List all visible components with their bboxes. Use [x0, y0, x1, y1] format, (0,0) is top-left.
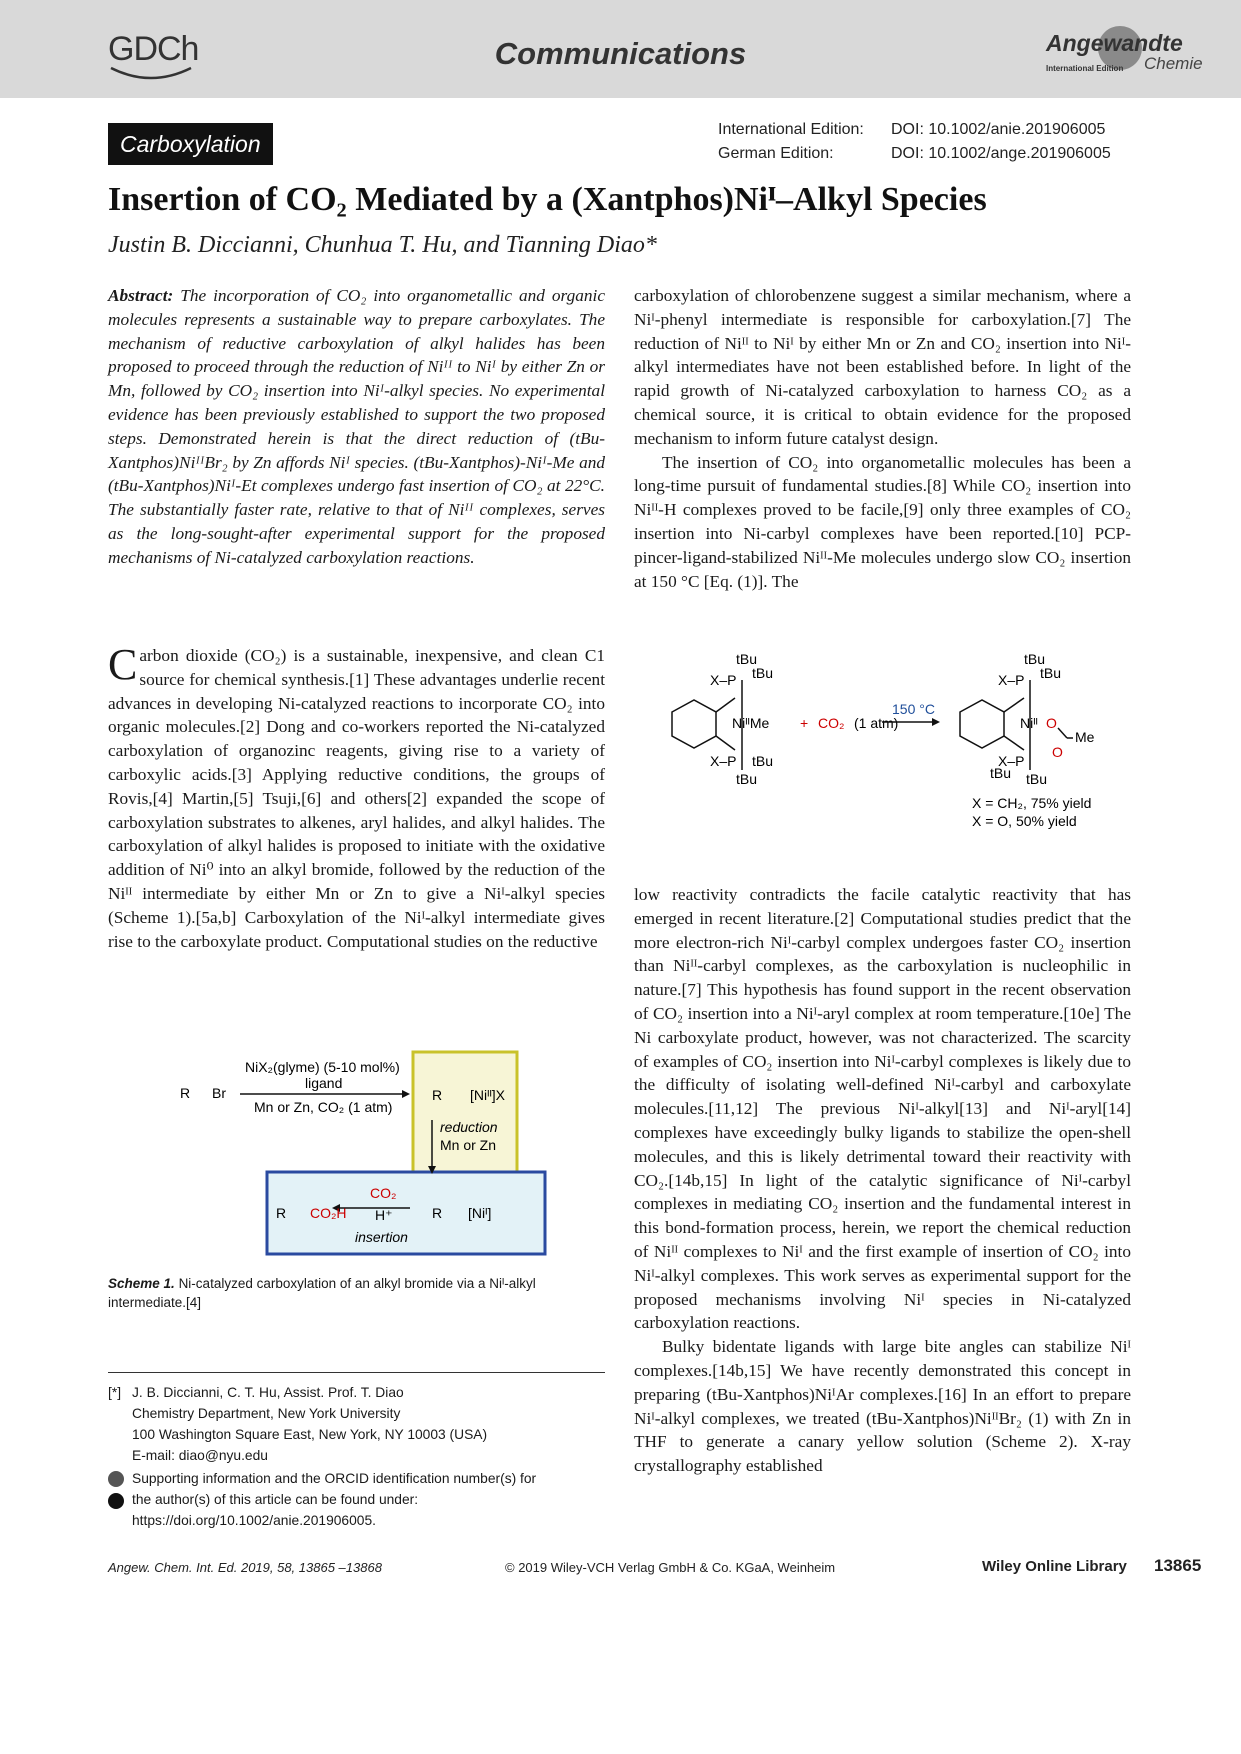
si-link[interactable]: https://doi.org/10.1002/anie.201906005.	[132, 1513, 376, 1528]
column2-top	[634, 284, 1131, 593]
column2-bottom	[634, 883, 1131, 1478]
gdch-logo: GDCh	[108, 30, 199, 68]
si-line-2: the author(s) of this article can be found under:	[132, 1492, 419, 1507]
intro-text: arbon dioxide (CO₂) is a sustainable, inexpensive, and clean C1 source for chemical synthesis.[1] These advantages underlie recent advances in developing Ni-catalyzed reactions to incorporate CO₂ into organic molecules.[2] Dong and co-workers reported the Ni-catalyzed carboxylation of organozinc reagents, giving rise to a variety of carboxylic acids.[3] Applying reductive conditions, the groups of Rovis,[4] Martin,[5] Tsuji,[6] and others[2] expanded the scope of carboxylation substrates to alkenes, aryl halides, and alkyl halides. The carboxylation of alkyl halides is proposed to initiate with the oxidative addition of Ni⁰ into an alkyl bromide, followed by the reduction of the Niᴵᴵ intermediate by either Mn or Zn to give a Niᴵ-alkyl species (Scheme 1).[5a,b] Carboxylation of the Niᴵ-alkyl intermediate gives rise to the carboxylate product. Computational studies on the reductive	[108, 646, 605, 951]
scheme1-ligand: ligand	[305, 1075, 343, 1091]
eq1-ptbu-3: tBu	[990, 765, 1012, 781]
doi-german-value: DOI: 10.1002/ange.201906005	[891, 145, 1111, 162]
si-icons	[108, 1468, 132, 1531]
caption-label: Scheme 1.	[108, 1276, 175, 1291]
abstract-text: The incorporation of CO₂ into organometallic and organic molecules represents a sustainable way to prepare carboxylates. The mechanism of reductive carboxylation of alkyl halides has been proposed to proceed through the reduction of Niᴵᴵ to Niᴵ by either Zn or Mn, followed by CO₂ insertion into Niᴵ-alkyl species. No experimental evidence has been previously established to support the two proposed steps. Demonstrated herein is that the direct reduction of (tBu-Xantphos)NiᴵᴵBr₂ by Zn affords Niᴵ species. (tBu-Xantphos)-Niᴵ-Me and (tBu-Xantphos)Niᴵ-Et complexes undergo fast insertion of CO₂ at 22°C. The substantially faster rate, relative to that of Niᴵᴵ complexes, serves as the long-sought-after experimental support for the proposed mechanisms of Ni-catalyzed carboxylation reactions.	[108, 286, 605, 567]
paragraph-mechanism: carboxylation of chlorobenzene suggest a similar mechanism, where a Niᴵ-phenyl intermediate is responsible for carboxylation.[7] The reduction of Niᴵᴵ to Niᴵ by either Mn or Zn and CO₂ insertion into Niᴵ-alkyl intermediates have not been established before. In light of the rapid growth of Ni-catalyzed carboxylation to harness CO₂ as a chemical source, it is critical to obtain evidence for the proposed mechanism to inform future catalyst design.	[634, 286, 1131, 448]
footer-journal: Angew. Chem. Int. Ed. 2019, 58, 13865 –13868	[108, 1560, 382, 1575]
eq1-me: Me	[1075, 729, 1095, 745]
supporting-info-icon	[108, 1471, 124, 1487]
eq1-nime: NiᴵᴵMe	[732, 715, 770, 731]
scheme1-r1: R	[180, 1085, 191, 1101]
equation-1	[660, 650, 1130, 835]
fn-email: E-mail: diao@nyu.edu	[132, 1448, 268, 1463]
angewandte-edition: International Edition	[1046, 64, 1124, 73]
paragraph-insertion: The insertion of CO₂ into organometallic molecules has been a long-time pursuit of fundamental studies.[8] While CO₂ insertion into Niᴵᴵ-H complexes proved to be facile,[9] only three examples of CO₂ insertion into Ni-carbyl complexes have been reported.[10] PCP-pincer-ligand-stabilized Niᴵᴵ-Me molecules undergo slow CO₂ insertion at 150 °C [Eq. (1)]. The	[634, 452, 1131, 591]
scheme1-cat: NiX₂(glyme) (5-10 mol%)	[245, 1059, 400, 1075]
doi-intl-value: DOI: 10.1002/anie.201906005	[891, 121, 1106, 138]
eq1-ptbu-4: tBu	[1026, 771, 1048, 787]
eq1-co2: CO₂	[818, 715, 845, 731]
scheme1-red2: Mn or Zn	[440, 1137, 497, 1153]
eq1-pxp-2: X–P	[998, 753, 1025, 769]
eq1-product	[960, 651, 1095, 787]
doi-intl-label: International Edition:	[718, 121, 864, 138]
footnotes	[108, 1382, 605, 1531]
eq1-tbu-1: tBu	[736, 651, 758, 667]
drop-cap: C	[108, 640, 138, 689]
eq1-plus: +	[800, 715, 809, 731]
eq1-atm: (1 atm)	[854, 715, 899, 731]
eq1-tbu-4: tBu	[736, 771, 758, 787]
fn-address: 100 Washington Square East, New York, NY 10003 (USA)	[132, 1427, 488, 1442]
eq1-ptbu-2: tBu	[1040, 665, 1062, 681]
si-line-1: Supporting information and the ORCID identification number(s) for	[132, 1471, 537, 1486]
eq1-ptbu-1: tBu	[1024, 651, 1046, 667]
abstract-label: Abstract:	[108, 286, 174, 305]
intro-paragraph	[108, 640, 605, 953]
eq1-yield-2: X = O, 50% yield	[972, 813, 1077, 829]
authors: Justin B. Diccianni, Chunhua T. Hu, and Tianning Diao*	[108, 232, 657, 258]
scheme1-red1: reduction	[440, 1119, 498, 1135]
eq1-pxp-1: X–P	[998, 672, 1025, 688]
orcid-icon	[108, 1493, 124, 1509]
scheme1-acid: CO₂H	[310, 1205, 347, 1221]
fn-names: J. B. Diccianni, C. T. Hu, Assist. Prof. T. Diao	[132, 1385, 404, 1400]
eq1-xp-2: X–P	[710, 753, 737, 769]
footer-wiley-online-library[interactable]: Wiley Online Library	[982, 1558, 1127, 1575]
scheme1-nix: [Niᴵᴵ]X	[470, 1087, 506, 1103]
scheme1-r2: R	[432, 1087, 443, 1103]
eq1-o2: O	[1052, 744, 1063, 760]
section-badge: Carboxylation	[108, 123, 273, 165]
scheme1-caption	[108, 1274, 605, 1312]
scheme-1	[170, 1048, 550, 1256]
footnote-rule	[108, 1372, 605, 1373]
eq1-xp-1: X–P	[710, 672, 737, 688]
paragraph-reactivity: low reactivity contradicts the facile catalytic reactivity that has emerged in recent literature.[2] Computational studies predict that the more electron-rich Niᴵ-carbyl complex undergoes faster CO₂ insertion than Niᴵᴵ-carbyl complexes, as the carboxylation is nucleophilic in nature.[7] This hypothesis has found support in the recent observation of CO₂ insertion into a Niᴵ-aryl complex at room temperature.[10e] The Ni carboxylate product, however, was not characterized. The scarcity of examples of CO₂ insertion into Niᴵ-carbyl complexes is likely due to the difficulty of isolating well-defined Niᴵ-carbyl and carboxylate molecules.[11,12] The previous Niᴵ-alkyl[13] and Niᴵ-aryl[14] complexes have exceedingly bulky ligands to stabilize the open-shell molecules, and this is likely detrimental toward their reactivity with CO₂.[14b,15] In light of the catalytic significance of Niᴵ-carbyl complexes in mediating CO₂ insertion and the fundamental interest in this bond-formation process, herein, we report the chemical reduction of Niᴵᴵ complexes to Niᴵ and the first example of insertion of CO₂ into Niᴵ-alkyl complexes. This work serves as experimental support for the proposed mechanisms involving Niᴵ species in Ni-catalyzed carboxylation reactions.	[634, 885, 1131, 1333]
doi-german-label: German Edition:	[718, 145, 834, 162]
eq1-tbu-3: tBu	[752, 753, 774, 769]
angewandte-chemie: Chemie	[1144, 54, 1203, 73]
section-title: Communications	[494, 36, 747, 71]
scheme1-h: H⁺	[375, 1207, 393, 1223]
scheme1-ins: insertion	[355, 1229, 408, 1245]
caption-text: Ni-catalyzed carboxylation of an alkyl bromide via a Niᴵ-alkyl intermediate.[4]	[108, 1276, 536, 1310]
eq1-cond: 150 °C	[892, 701, 935, 717]
eq1-o1: O	[1046, 715, 1057, 731]
eq1-tbu-2: tBu	[752, 665, 774, 681]
eq1-ni: Niᴵᴵ	[1020, 715, 1038, 731]
paragraph-ligands: Bulky bidentate ligands with large bite angles can stabilize Niᴵ complexes.[14b,15] We have recently demonstrated this concept in preparing (tBu-Xantphos)NiᴵAr complexes.[16] In an effort to prepare Niᴵ-alkyl complexes, we treated (tBu-Xantphos)NiᴵᴵBr₂ (1) with Zn in THF to generate a canary yellow solution (Scheme 2). X-ray crystallography established	[634, 1337, 1131, 1476]
abstract	[108, 284, 605, 570]
scheme1-ni1: [Niᴵ]	[468, 1205, 492, 1221]
scheme1-cond: Mn or Zn, CO₂ (1 atm)	[254, 1099, 393, 1115]
scheme1-r3: R	[432, 1205, 443, 1221]
scheme1-br: Br	[212, 1085, 226, 1101]
fn-dept: Chemistry Department, New York University	[132, 1406, 401, 1421]
scheme1-r4: R	[276, 1205, 287, 1221]
article-title: Insertion of CO₂ Mediated by a (Xantphos)Niᴵ–Alkyl Species	[108, 181, 987, 218]
fn-mark: [*]	[108, 1385, 122, 1400]
footer-copyright: © 2019 Wiley-VCH Verlag GmbH & Co. KGaA, Weinheim	[505, 1560, 836, 1575]
eq1-yield-1: X = CH₂, 75% yield	[972, 795, 1092, 811]
scheme1-co2: CO₂	[370, 1185, 397, 1201]
angewandte-logo: Angewandte	[1046, 30, 1183, 56]
page-number: 13865	[1154, 1556, 1202, 1575]
eq1-reactant	[672, 651, 773, 787]
